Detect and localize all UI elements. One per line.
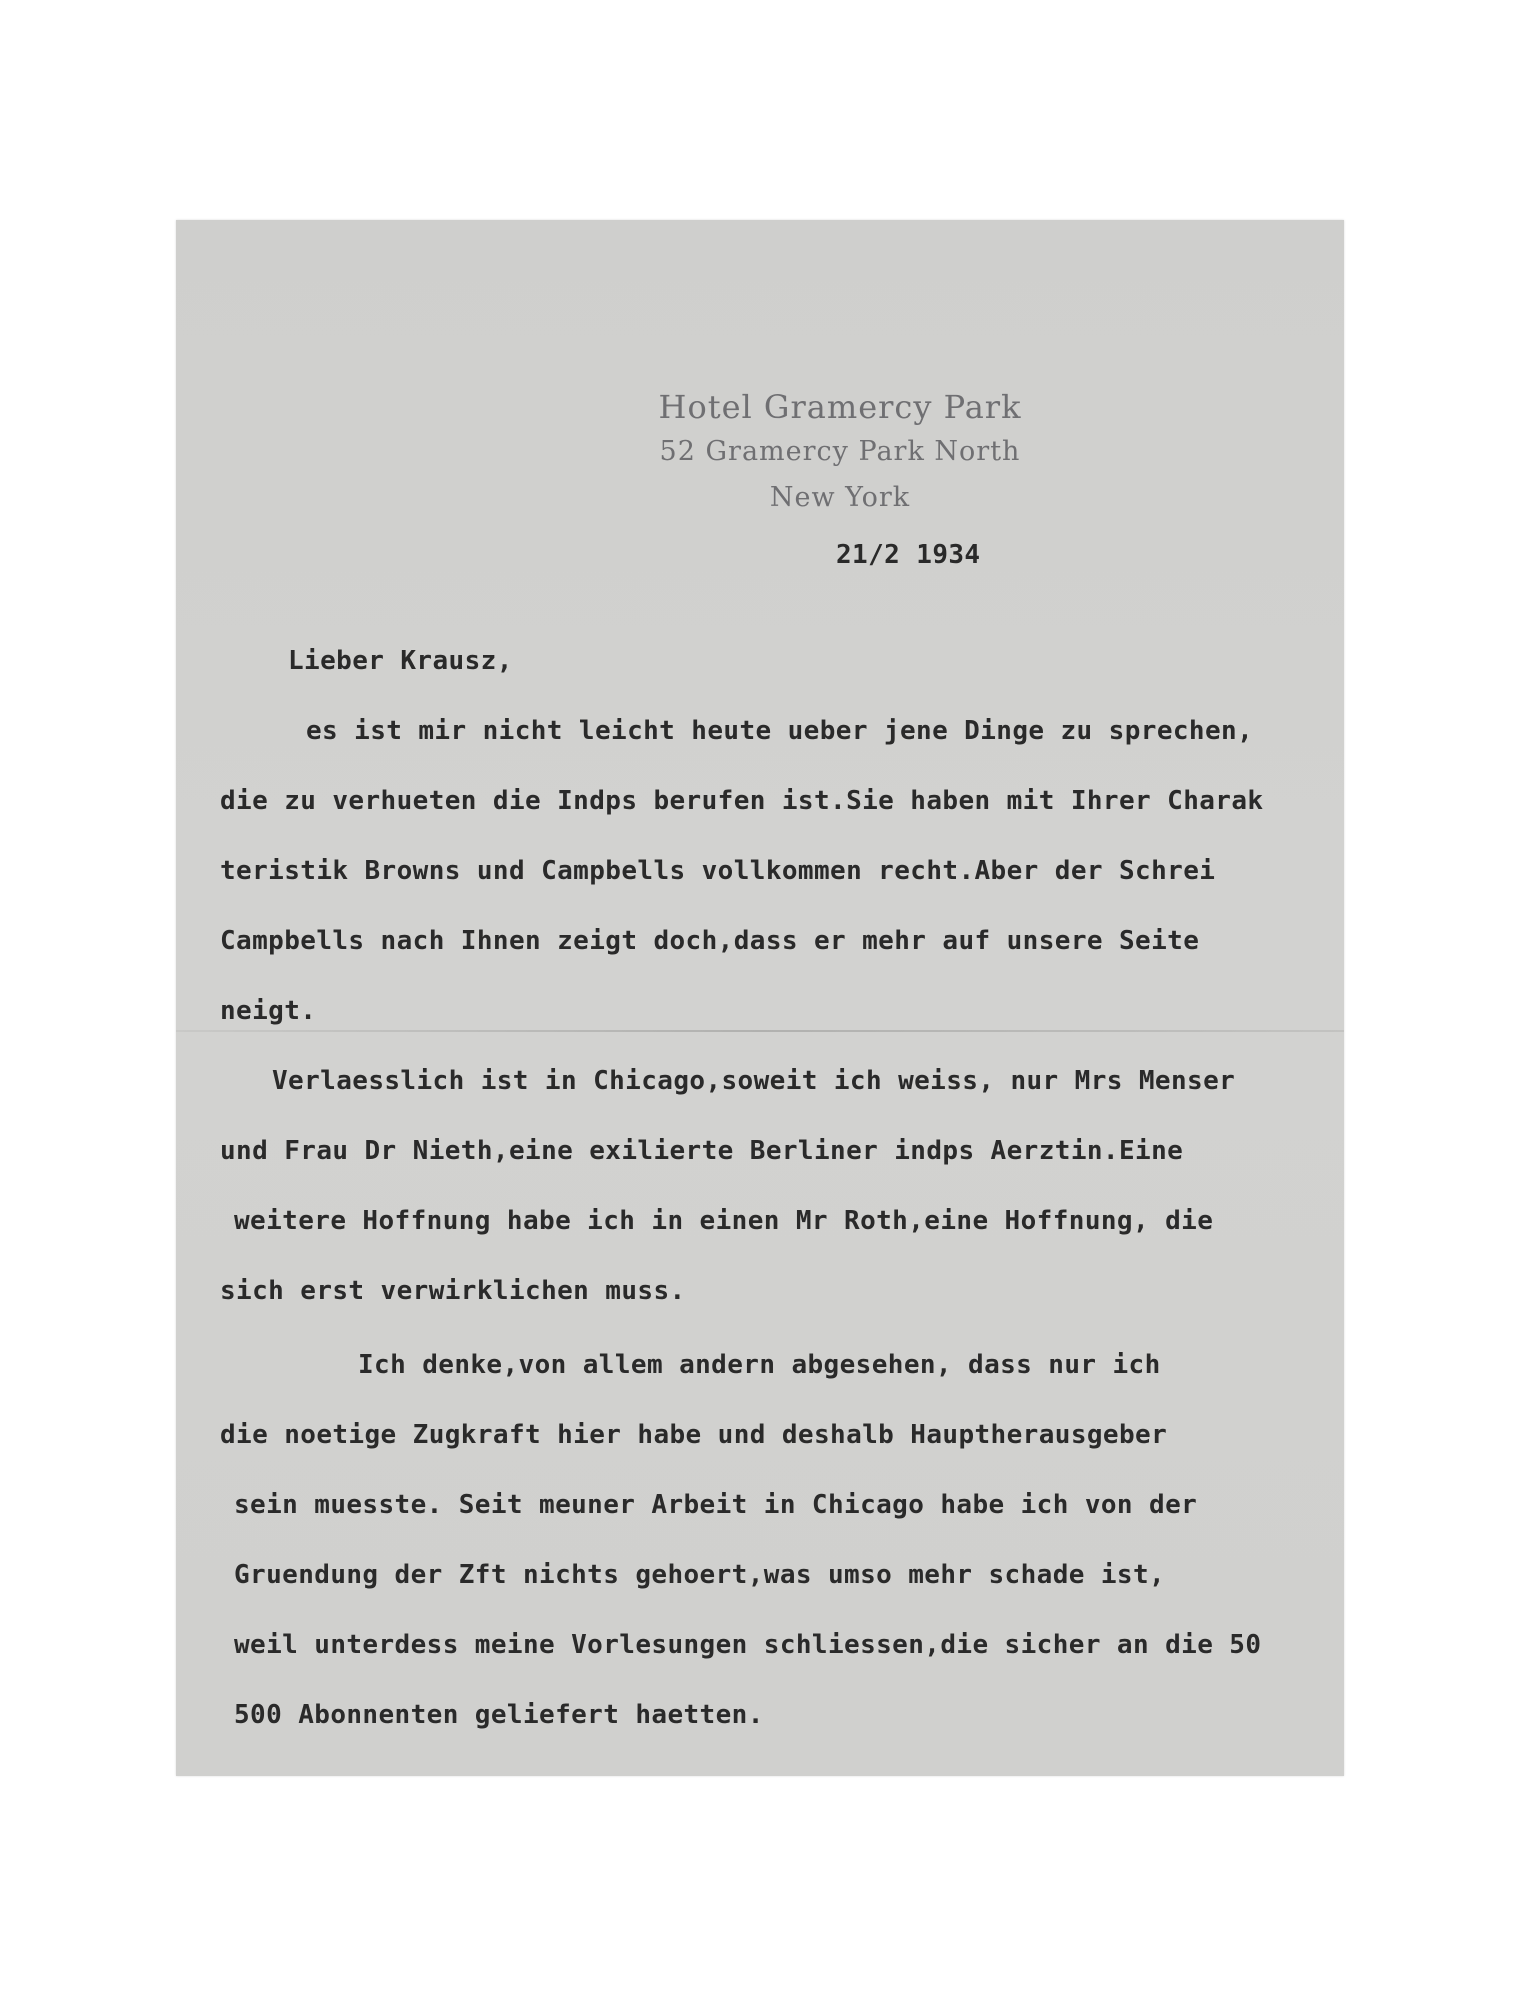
body-line: Gruendung der Zft nichts gehoert,was umso mehr schade ist,	[234, 1560, 1166, 1590]
body-line: weil unterdess meine Vorlesungen schliessen,die sicher an die 50	[234, 1630, 1262, 1660]
letterhead-address: 52 Gramercy Park North	[659, 436, 1021, 467]
body-line: Verlaesslich ist in Chicago,soweit ich weiss, nur Mrs Menser	[272, 1066, 1236, 1096]
letterhead-hotel: Hotel Gramercy Park	[658, 388, 1022, 426]
letter-date: 21/2 1934	[836, 540, 981, 570]
body-line: 500 Abonnenten geliefert haetten.	[234, 1700, 764, 1730]
body-line: sein muesste. Seit meuner Arbeit in Chicago habe ich von der	[234, 1490, 1198, 1520]
body-line: teristik Browns und Campbells vollkommen recht.Aber der Schrei	[220, 856, 1216, 886]
body-line: die noetige Zugkraft hier habe und deshalb Hauptherausgeber	[220, 1420, 1168, 1450]
body-line: die zu verhueten die Indps berufen ist.Sie haben mit Ihrer Charak	[220, 786, 1264, 816]
body-line: Campbells nach Ihnen zeigt doch,dass er mehr auf unsere Seite	[220, 926, 1200, 956]
body-line: es ist mir nicht leicht heute ueber jene Dinge zu sprechen,	[306, 716, 1254, 746]
paper-fold	[176, 1030, 1344, 1032]
body-line: und Frau Dr Nieth,eine exilierte Berliner indps Aerztin.Eine	[220, 1136, 1184, 1166]
letter-sheet	[176, 220, 1344, 1776]
body-line: neigt.	[220, 996, 317, 1026]
letterhead-city: New York	[769, 482, 911, 513]
body-line: weitere Hoffnung habe ich in einen Mr Roth,eine Hoffnung, die	[234, 1206, 1214, 1236]
body-line: Ich denke,von allem andern abgesehen, dass nur ich	[358, 1350, 1161, 1380]
salutation: Lieber Krausz,	[288, 646, 513, 676]
body-line: sich erst verwirklichen muss.	[220, 1276, 686, 1306]
